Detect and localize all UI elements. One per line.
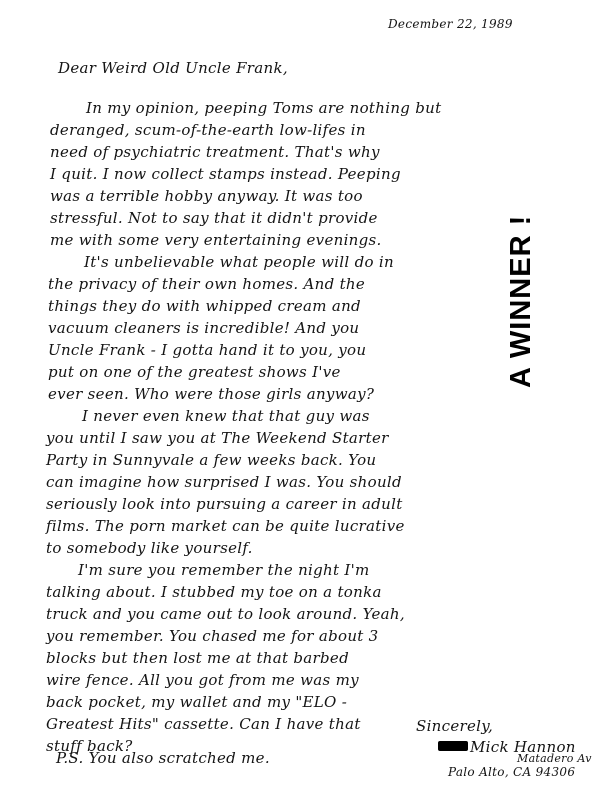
body-line: the privacy of their own homes. And the (48, 275, 366, 293)
body-line: back pocket, my wallet and my "ELO - (46, 693, 348, 711)
body-line: Party in Sunnyvale a few weeks back. You (46, 451, 377, 469)
address-street: Matadero Av (517, 752, 592, 765)
body-line: vacuum cleaners is incredible! And you (48, 319, 360, 337)
body-line: Uncle Frank - I gotta hand it to you, you (48, 341, 367, 359)
body-line: stuff back? (46, 737, 133, 755)
body-line: films. The porn market can be quite lucrative (46, 517, 405, 535)
body-line: I never even knew that that guy was (82, 407, 370, 425)
body-line: to somebody like yourself. (46, 539, 253, 557)
body-line: can imagine how surprised I was. You should (46, 473, 402, 491)
body-line: wire fence. All you got from me was my (46, 671, 359, 689)
redaction-mark (438, 741, 468, 751)
body-line: ever seen. Who were those girls anyway? (48, 385, 375, 403)
body-line: I quit. I now collect stamps instead. Peeping (50, 165, 401, 183)
salutation: Dear Weird Old Uncle Frank, (58, 59, 288, 77)
body-line: seriously look into pursuing a career in adult (46, 495, 403, 513)
body-line: was a terrible hobby anyway. It was too (50, 187, 363, 205)
body-line: In my opinion, peeping Toms are nothing but (86, 99, 442, 117)
body-line: deranged, scum-of-the-earth low-lifes in (50, 121, 366, 139)
signature: Mick Hannon (470, 738, 576, 756)
body-line: Greatest Hits" cassette. Can I have that (46, 715, 361, 733)
body-line: put on one of the greatest shows I've (48, 363, 341, 381)
body-line: stressful. Not to say that it didn't provide (50, 209, 378, 227)
body-line: truck and you came out to look around. Yeah, (46, 605, 405, 623)
winner-stamp: A WINNER ! (505, 214, 537, 388)
body-line: things they do with whipped cream and (48, 297, 361, 315)
body-line: I'm sure you remember the night I'm (78, 561, 370, 579)
body-line: me with some very entertaining evenings. (50, 231, 382, 249)
body-line: It's unbelievable what people will do in (84, 253, 394, 271)
closing: Sincerely, (416, 717, 494, 735)
body-line: you remember. You chased me for about 3 (46, 627, 379, 645)
address-city: Palo Alto, CA 94306 (448, 765, 576, 779)
body-line: blocks but then lost me at that barbed (46, 649, 349, 667)
postscript: P.S. You also scratched me. (56, 749, 270, 767)
letter-date: December 22, 1989 (388, 17, 513, 31)
body-line: talking about. I stubbed my toe on a tonka (46, 583, 382, 601)
body-line: need of psychiatric treatment. That's why (50, 143, 380, 161)
body-line: you until I saw you at The Weekend Starter (46, 429, 389, 447)
